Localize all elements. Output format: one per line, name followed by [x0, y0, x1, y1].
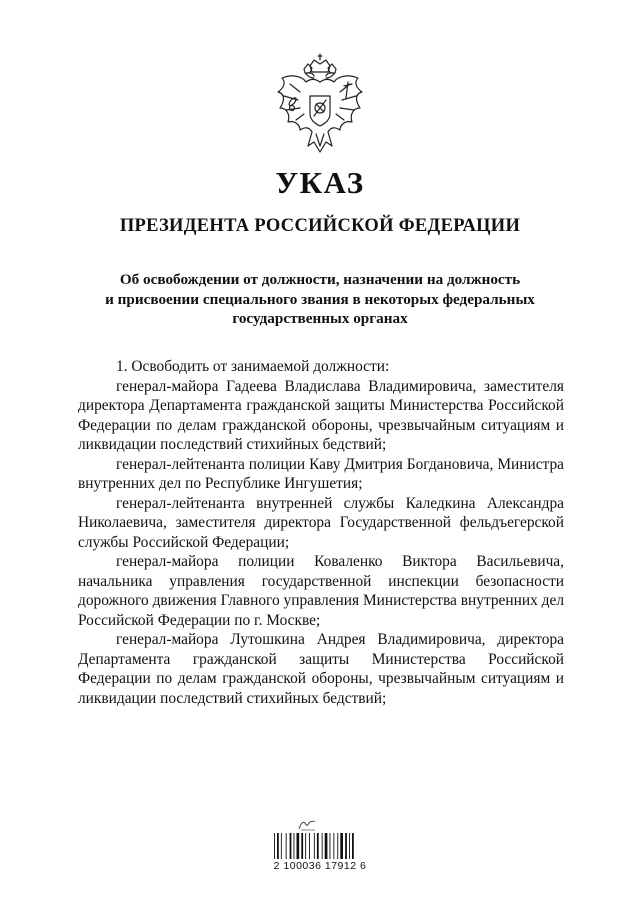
decree-paragraph: генерал-майора полиции Коваленко Виктора Васильевича, начальника управления государственной инспекции безопасности дорожного движения Главного управления Министерства внутренних дел Российской Федерации по г. Москве; [78, 553, 564, 629]
decree-paragraph: генерал-майора Лутошкина Андрея Владимировича, директора Департамента гражданской защиты Министерства Российской Федерации по делам гражданской обороны, чрезвычайным ситуациям и ликвидации последствий стихийных бедствий; [78, 631, 564, 707]
decree-title-line: и присвоении специального звания в некоторых федеральных [105, 290, 535, 308]
decree-paragraph: генерал-майора Гадеева Владислава Владимировича, заместителя директора Департамента гражданской защиты Министерства Российской Федерации по делам гражданской обороны, чрезвычайным ситуациям и ликвидации последствий стихийных бедствий; [78, 377, 564, 453]
document-type-heading: УКАЗ [275, 165, 365, 200]
decree-title [96, 270, 544, 329]
decree-body [78, 357, 564, 708]
issuer-heading: ПРЕЗИДЕНТА РОССИЙСКОЙ ФЕДЕРАЦИИ [119, 216, 521, 236]
decree-paragraph: генерал-лейтенанта полиции Каву Дмитрия Богдановича, Министра внутренних дел по Республике Ингушетия; [78, 455, 564, 492]
decree-title-line: государственных органах [232, 310, 408, 327]
decree-title-line: Об освобождении от должности, назначении на должность [119, 271, 521, 288]
barcode-number: 2 100036 17912 6 [273, 860, 367, 872]
printer-mark-icon [297, 819, 319, 831]
point-heading: 1. Освободить от занимаемой должности: [116, 358, 390, 375]
barcode-icon [274, 833, 366, 861]
russian-coat-of-arms-icon [270, 52, 370, 156]
decree-paragraph: генерал-лейтенанта внутренней службы Каледкина Александра Николаевича, заместителя директора Государственной фельдъегерской службы Российской Федерации; [78, 494, 564, 551]
